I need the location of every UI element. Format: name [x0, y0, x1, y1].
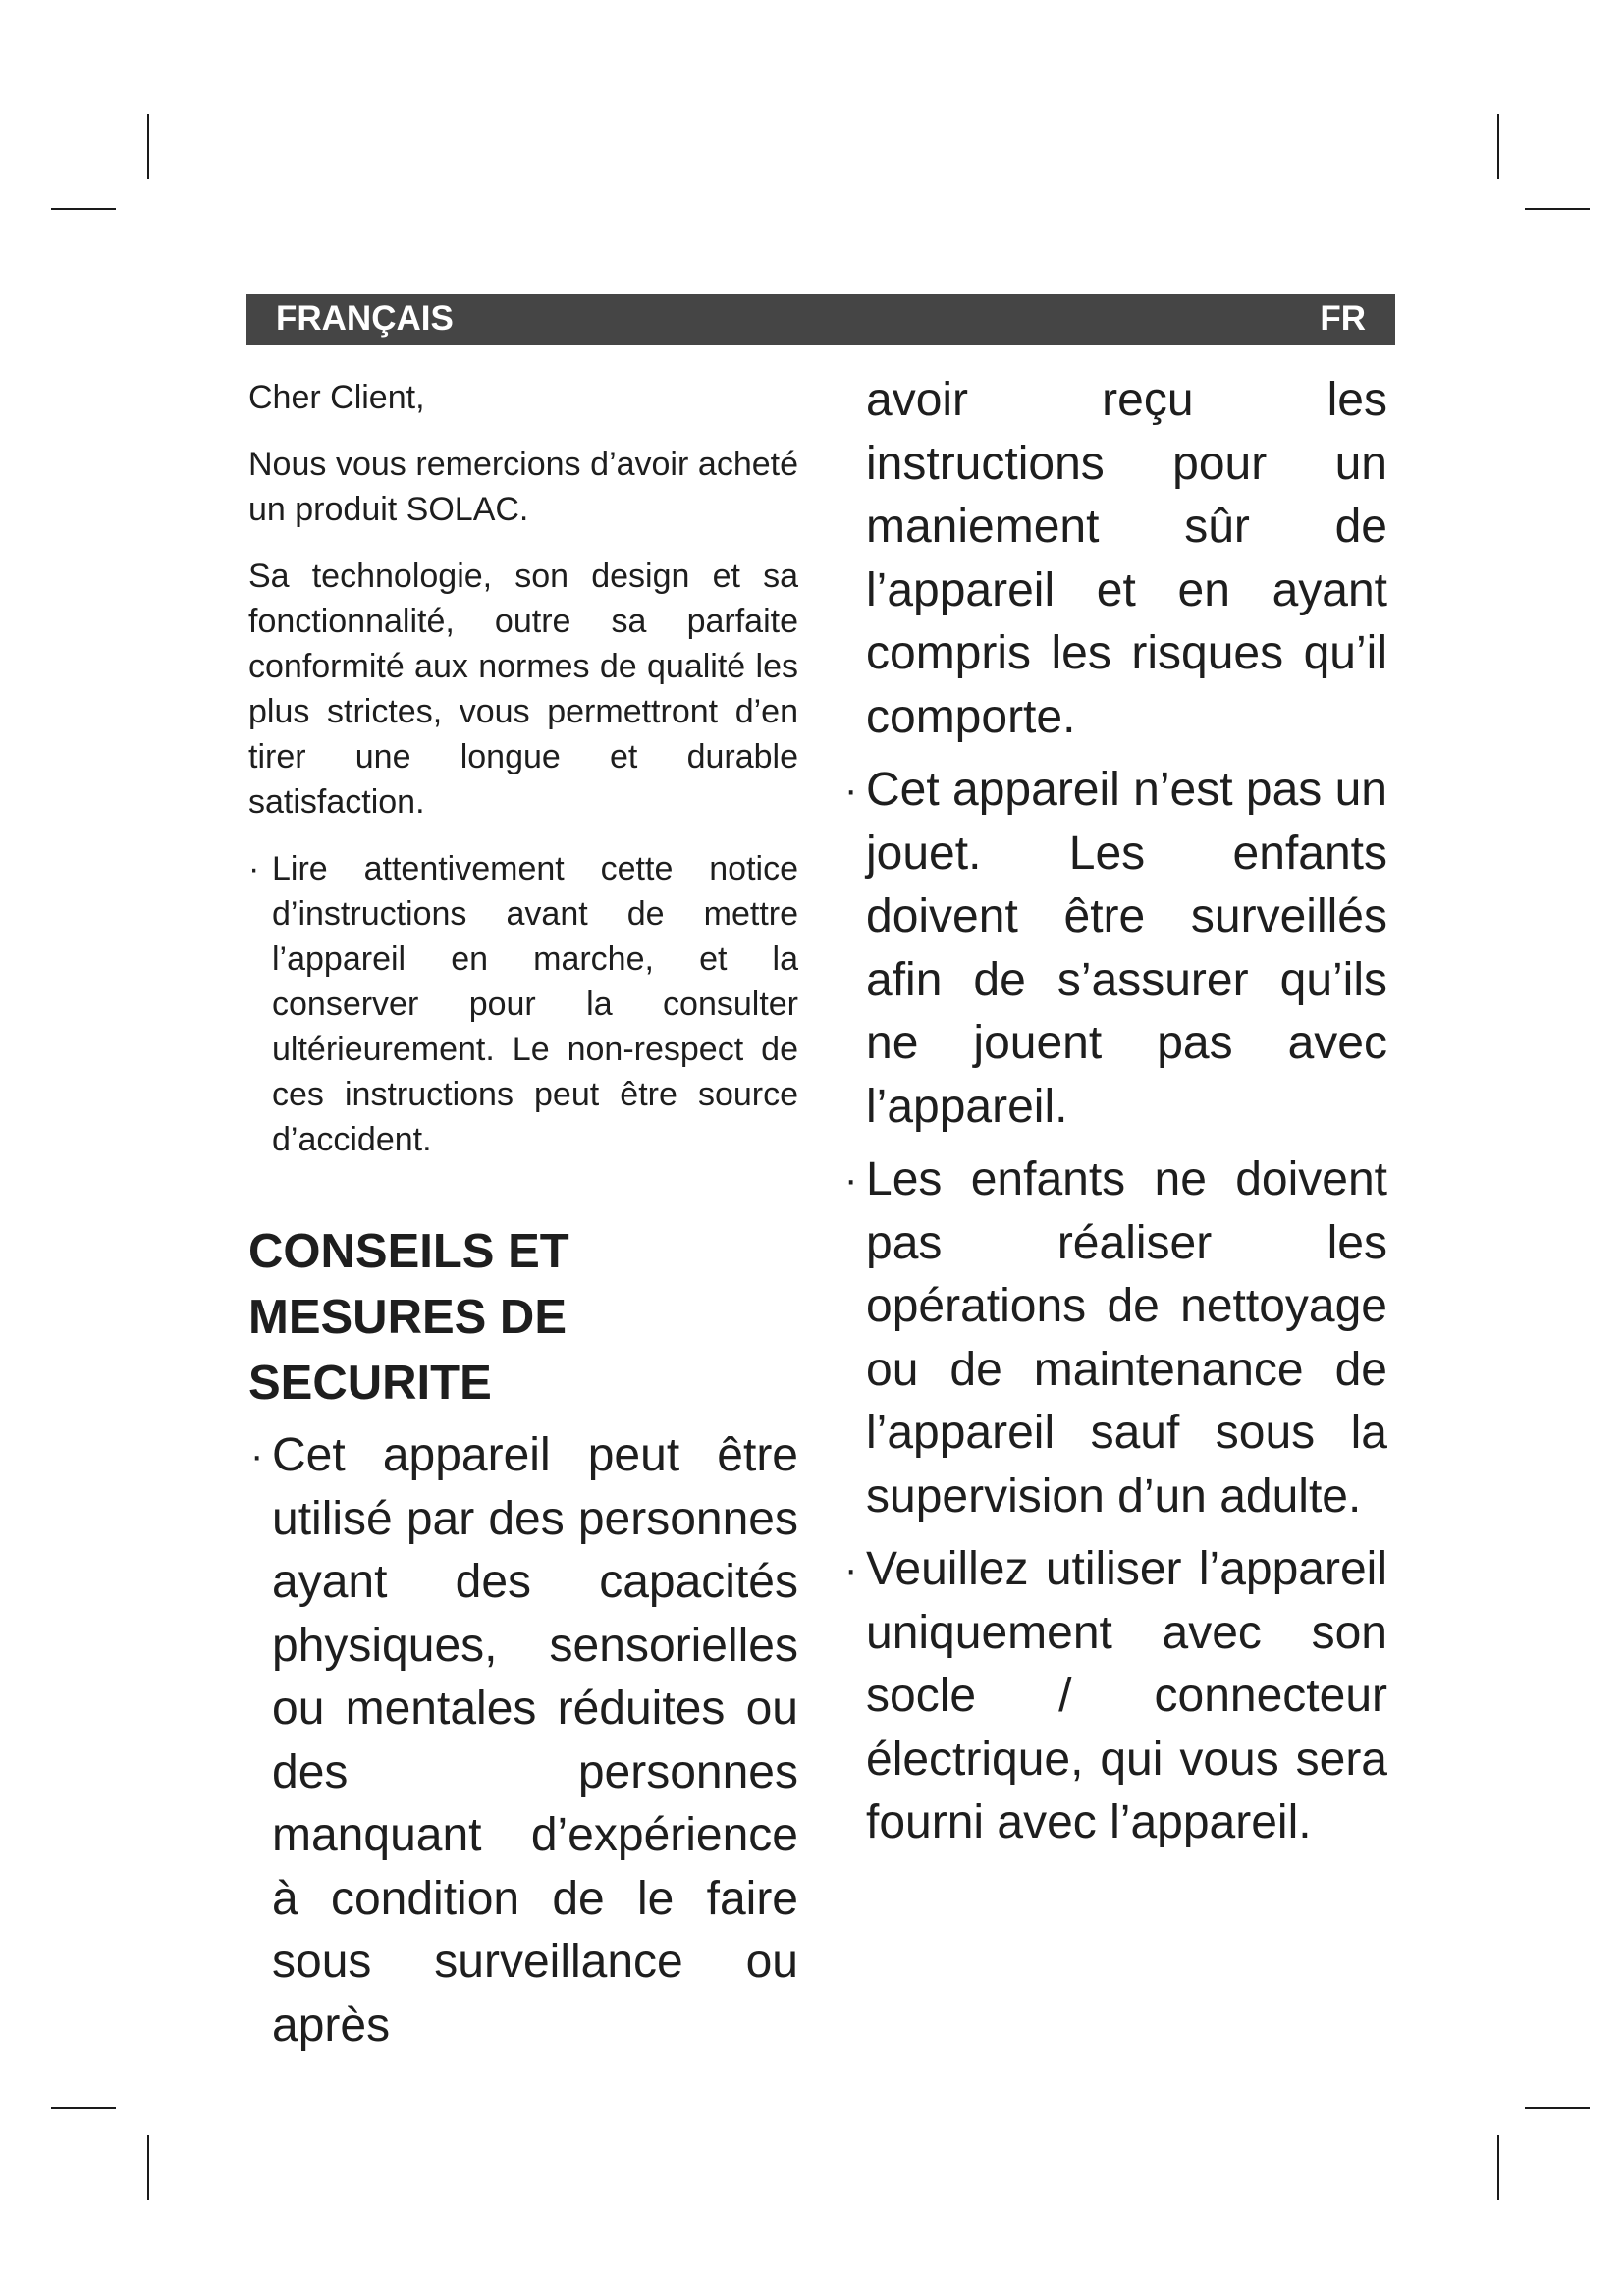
right-column — [842, 369, 1387, 1855]
bullet-dot: · — [250, 1434, 264, 1477]
safety-item-3-text: Les enfants ne doivent pas réaliser les opérations de nettoyage ou de maintenance de l’appareil sauf sous la supervision d’un adulte. — [866, 1153, 1387, 1522]
language-header-bar — [246, 294, 1395, 345]
crop-mark-top-right-vertical — [1497, 114, 1499, 179]
bullet-dot: · — [844, 769, 858, 812]
safety-item-2 — [842, 759, 1387, 1139]
read-instructions-bullet — [248, 846, 798, 1162]
bullet-dot: · — [844, 1548, 858, 1591]
crop-mark-top-left-horizontal — [51, 208, 116, 210]
safety-item-4 — [842, 1538, 1387, 1855]
crop-mark-bottom-right-horizontal — [1525, 2107, 1590, 2109]
crop-mark-top-right-horizontal — [1525, 208, 1590, 210]
safety-item-1-text: Cet appareil peut être utilisé par des personnes ayant des capacités physiques, sensorielles ou mentales réduites ou des personnes manquant d’expérience à condition de le faire sous surveillance ou après — [272, 1429, 798, 2052]
bullet-dot: · — [844, 1158, 858, 1201]
read-instructions-text: Lire attentivement cette notice d’instructions avant de mettre l’appareil en marche, et la conserver pour la consulter ultérieurement. Le non-respect de ces instructions peut être source d’accident. — [272, 850, 798, 1158]
crop-mark-bottom-left-vertical — [147, 2135, 149, 2200]
bullet-dot: · — [248, 850, 260, 887]
safety-item-2-text: Cet appareil n’est pas un jouet. Les enfants doivent être surveillés afin de s’assurer qu’ils ne jouent pas avec l’appareil. — [866, 764, 1387, 1133]
safety-item-3 — [842, 1148, 1387, 1528]
safety-item-1-continued: avoir reçu les instructions pour un maniement sûr de l’appareil et en ayant compris les risques qu’il comporte. — [866, 374, 1387, 743]
technology-paragraph: Sa technologie, son design et sa fonctionnalité, outre sa parfaite conformité aux normes de qualité les plus strictes, vous permettront d’en tirer une longue et durable satisfaction. — [248, 558, 798, 821]
language-label: FRANÇAIS — [276, 299, 454, 338]
greeting: Cher Client, — [248, 379, 425, 416]
left-column — [248, 375, 798, 2057]
intro-section — [248, 375, 798, 1162]
language-code: FR — [1320, 299, 1366, 338]
safety-title-line-2: MESURES DE — [248, 1291, 568, 1344]
crop-mark-bottom-right-vertical — [1497, 2135, 1499, 2200]
safety-item-1 — [248, 1424, 798, 2057]
crop-mark-top-left-vertical — [147, 114, 149, 179]
thanks-paragraph: Nous vous remercions d’avoir acheté un produit SOLAC. — [248, 446, 798, 528]
crop-mark-bottom-left-horizontal — [51, 2107, 116, 2109]
safety-title-line-3: SECURITE — [248, 1357, 492, 1410]
safety-section-title — [248, 1219, 798, 1416]
safety-item-4-text: Veuillez utiliser l’appareil uniquement avec son socle / connecteur électrique, qui vous sera fourni avec l’appareil. — [866, 1543, 1387, 1848]
safety-title-line-1: CONSEILS ET — [248, 1225, 569, 1278]
